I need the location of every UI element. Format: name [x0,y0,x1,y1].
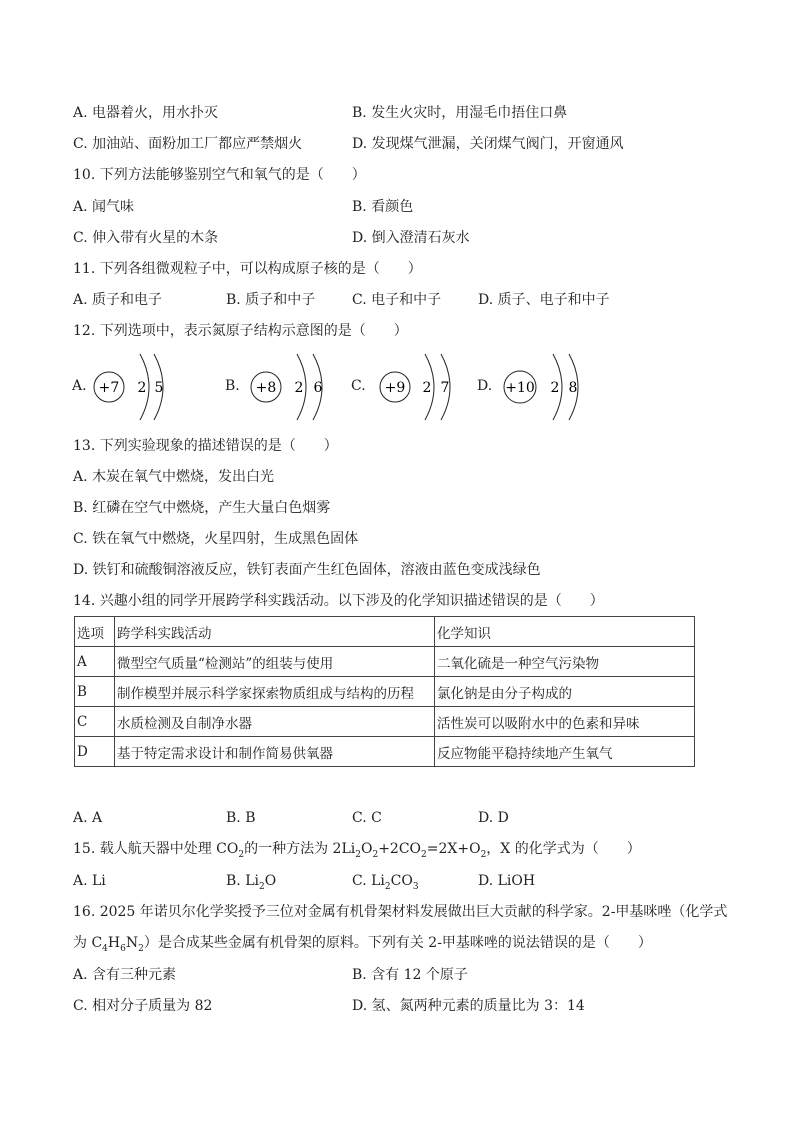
table-cell: B [75,677,115,707]
q14-table [74,616,695,767]
option-text: CO [390,873,413,889]
atom-diagram-a [72,350,232,422]
q15-option-a: A. Li [73,873,106,889]
q16-option-a: A. 含有三种元素 [73,967,177,983]
q10-option-c: C. 伸入带有火星的木条 [73,230,219,246]
q16-option-c: C. 相对分子质量为 82 [73,998,213,1014]
q16-stem-text: 为 C [73,935,103,951]
shell-2-electrons: 5 [154,380,164,396]
table-header-cell: 跨学科实践活动 [115,617,435,647]
nucleus-charge: +8 [255,380,277,396]
q13-option-a: A. 木炭在氧气中燃烧，发出白光 [73,469,275,485]
atom-label: C. [351,378,366,394]
table-cell: 制作模型并展示科学家探索物质组成与结构的历程 [115,677,435,707]
q15-stem-text: ，X 的化学式为（ ） [486,841,641,857]
q16-stem-text: ）是合成某些金属有机骨架的原料。下列有关 2-甲基咪唑的说法错误的是（ ） [143,935,652,951]
q11-stem: 11. 下列各组微观粒子中，可以构成原子核的是（ ） [73,261,422,277]
q14-option-d: D. D [478,810,509,826]
q9-option-c: C. 加油站、面粉加工厂都应严禁烟火 [73,136,303,152]
atom-structure-graphic [86,350,226,422]
option-text: B. Li [226,873,259,889]
table-row [75,707,695,737]
q13-option-c: C. 铁在氧气中燃烧，火星四射，生成黑色固体 [73,531,359,547]
option-text: C. Li [352,873,385,889]
shell-2-electrons: 8 [568,380,578,396]
q15-option-c: C. $Li_2CO_3$ [352,873,419,892]
q9-option-d: D. 发现煤气泄漏，关闭煤气阀门，开窗通风 [352,136,624,152]
nucleus-charge: +9 [384,380,406,396]
q14-option-c: C. C [352,810,382,826]
q16-stem-line2: 为 $C_4H_6N_2$）是合成某些金属有机骨架的原料。下列有关 2-甲基咪唑的说法错误的是（ ） [73,935,652,954]
nucleus-charge: +10 [505,380,535,396]
q11-option-c: C. 电子和中子 [352,292,442,308]
q10-option-b: B. 看颜色 [352,199,414,215]
q15-stem-text: 的一种方法为 2Li [244,841,356,857]
table-row [75,737,695,767]
q13-option-b: B. 红磷在空气中燃烧，产生大量白色烟雾 [73,500,331,516]
table-cell: C [75,707,115,737]
q15-option-d: D. LiOH [478,873,536,889]
q15-stem: 15. 载人航天器中处理 $CO_2$的一种方法为 $2Li_2O_2+2CO_2=2X+O_2$，X 的化学式为（ ） [73,841,641,860]
table-cell: 基于特定需求设计和制作简易供氧器 [115,737,435,767]
table-cell: 活性炭可以吸附水中的色素和异味 [435,707,695,737]
q12-stem: 12. 下列选项中，表示氮原子结构示意图的是（ ） [73,323,408,339]
q13-stem: 13. 下列实验现象的描述错误的是（ ） [73,438,338,454]
shell-1-electrons: 2 [550,380,560,396]
table-cell: 微型空气质量“检测站”的组装与使用 [115,647,435,677]
shell-2-electrons: 6 [313,380,323,396]
q11-option-d: D. 质子、电子和中子 [478,292,610,308]
option-text: O [264,873,277,889]
table-cell: 氯化钠是由分子构成的 [435,677,695,707]
atom-structure-graphic [491,350,631,422]
table-cell: D [75,737,115,767]
table-cell: 二氧化硫是一种空气污染物 [435,647,695,677]
atom-label: A. [72,378,87,394]
table-header-cell: 选项 [75,617,115,647]
table-cell: A [75,647,115,677]
q9-option-a: A. 电器着火，用水扑灭 [73,105,219,121]
q14-stem: 14. 兴趣小组的同学开展跨学科实践活动。以下涉及的化学知识描述错误的是（ ） [73,593,604,609]
shell-1-electrons: 2 [137,380,147,396]
atom-label: D. [477,378,493,394]
q10-option-d: D. 倒入澄清石灰水 [352,230,470,246]
q9-option-b: B. 发生火灾时，用湿毛巾捂住口鼻 [352,105,568,121]
nucleus-charge: +7 [98,380,120,396]
q15-stem-text: 15. 载人航天器中处理 CO [73,841,239,857]
q16-option-b: B. 含有 12 个原子 [352,967,468,983]
q14-option-a: A. A [73,810,103,826]
table-cell: 水质检测及自制净水器 [115,707,435,737]
shell-1-electrons: 2 [422,380,432,396]
atom-label: B. [225,378,240,394]
q15-option-b: B. $Li_2O$ [226,873,277,892]
table-row [75,647,695,677]
q14-option-b: B. B [226,810,256,826]
q10-option-a: A. 闻气味 [73,199,135,215]
table-row [75,677,695,707]
shell-1-electrons: 2 [294,380,304,396]
q11-option-b: B. 质子和中子 [226,292,316,308]
atom-diagram-d [477,350,637,422]
q13-option-d: D. 铁钉和硫酸铜溶液反应，铁钉表面产生红色固体，溶液由蓝色变成浅绿色 [73,562,541,578]
table-cell: 反应物能平稳持续地产生氧气 [435,737,695,767]
shell-2-electrons: 7 [440,380,450,396]
q16-stem-line1: 16. 2025 年诺贝尔化学奖授予三位对金属有机骨架材料发展做出巨大贡献的科学家。2-甲基咪唑（化学式 [73,904,728,920]
table-header-row [75,617,695,647]
q11-option-a: A. 质子和电子 [73,292,163,308]
q16-option-d: D. 氢、氮两种元素的质量比为 3：14 [352,998,585,1014]
table-header-cell: 化学知识 [435,617,695,647]
q10-stem: 10. 下列方法能够鉴别空气和氧气的是（ ） [73,167,366,183]
